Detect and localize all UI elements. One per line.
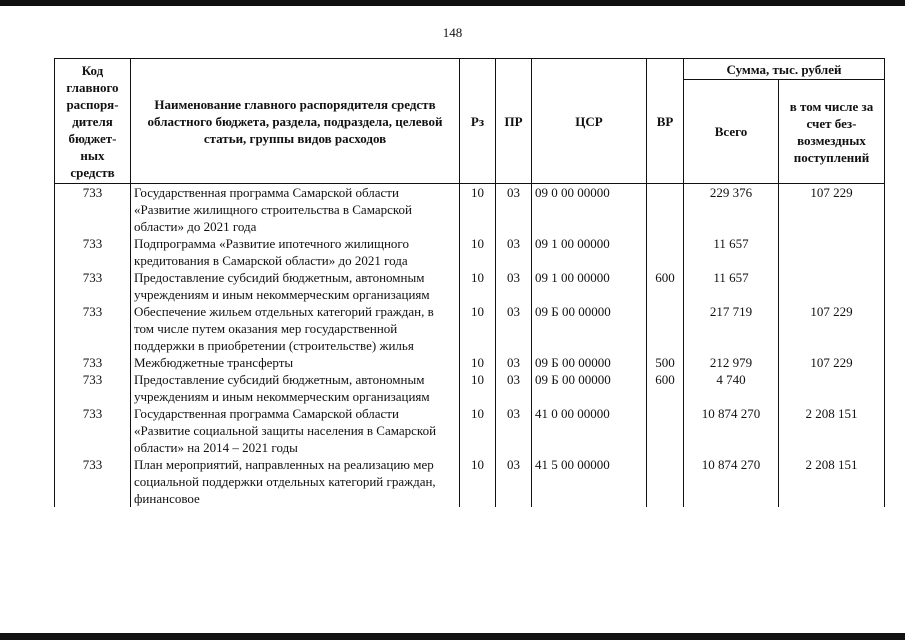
total-cell: 212 979 — [684, 354, 779, 371]
rz-cell: 10 — [460, 405, 496, 456]
vr-cell — [647, 303, 684, 354]
table-row — [55, 354, 885, 371]
pr-cell: 03 — [496, 354, 532, 371]
table-row — [55, 371, 885, 405]
name-cell: Подпрограмма «Развитие ипотечного жилищного кредитования в Самарской области» до 2021 года — [131, 235, 460, 269]
pr-cell: 03 — [496, 371, 532, 405]
gratuitous-cell: 107 229 — [779, 303, 885, 354]
pr-cell: 03 — [496, 405, 532, 456]
code-cell: 733 — [55, 405, 131, 456]
rz-cell: 10 — [460, 303, 496, 354]
total-cell: 217 719 — [684, 303, 779, 354]
pr-cell: 03 — [496, 303, 532, 354]
header-csr: ЦСР — [532, 59, 647, 184]
total-cell: 10 874 270 — [684, 405, 779, 456]
csr-cell: 09 Б 00 00000 — [532, 371, 647, 405]
csr-cell: 09 0 00 00000 — [532, 184, 647, 236]
gratuitous-cell — [779, 371, 885, 405]
table-row — [55, 269, 885, 303]
csr-cell: 09 1 00 00000 — [532, 235, 647, 269]
csr-cell: 09 1 00 00000 — [532, 269, 647, 303]
code-cell: 733 — [55, 303, 131, 354]
gratuitous-cell — [779, 235, 885, 269]
csr-cell: 09 Б 00 00000 — [532, 303, 647, 354]
name-cell: Обеспечение жильем отдельных категорий граждан, в том числе путем оказания мер государственной поддержки в приобретении (строительстве) жилья — [131, 303, 460, 354]
gratuitous-cell — [779, 269, 885, 303]
total-cell: 10 874 270 — [684, 456, 779, 507]
vr-cell — [647, 235, 684, 269]
code-cell: 733 — [55, 235, 131, 269]
budget-table — [54, 58, 885, 507]
header-pr: ПР — [496, 59, 532, 184]
table-row — [55, 303, 885, 354]
gratuitous-cell: 2 208 151 — [779, 405, 885, 456]
gratuitous-cell: 2 208 151 — [779, 456, 885, 507]
total-cell: 11 657 — [684, 269, 779, 303]
name-cell: План мероприятий, направленных на реализацию мер социальной поддержки отдельных категорий граждан, финансовое — [131, 456, 460, 507]
vr-cell — [647, 456, 684, 507]
csr-cell: 41 0 00 00000 — [532, 405, 647, 456]
rz-cell: 10 — [460, 235, 496, 269]
header-sum: Сумма, тыс. рублей — [684, 59, 885, 80]
name-cell: Государственная программа Самарской области «Развитие социальной защиты населения в Самарской области» на 2014 – 2021 годы — [131, 405, 460, 456]
table-header — [55, 59, 885, 184]
gratuitous-cell: 107 229 — [779, 354, 885, 371]
header-rz: Рз — [460, 59, 496, 184]
vr-cell: 500 — [647, 354, 684, 371]
total-cell: 229 376 — [684, 184, 779, 236]
table-row — [55, 235, 885, 269]
total-cell: 4 740 — [684, 371, 779, 405]
name-cell: Межбюджетные трансферты — [131, 354, 460, 371]
table-row — [55, 405, 885, 456]
code-cell: 733 — [55, 456, 131, 507]
pr-cell: 03 — [496, 184, 532, 236]
rz-cell: 10 — [460, 184, 496, 236]
code-cell: 733 — [55, 269, 131, 303]
pr-cell: 03 — [496, 456, 532, 507]
code-cell: 733 — [55, 184, 131, 236]
name-cell: Предоставление субсидий бюджетным, автономным учреждениям и иным некоммерческим организациям — [131, 371, 460, 405]
vr-cell: 600 — [647, 269, 684, 303]
csr-cell: 09 Б 00 00000 — [532, 354, 647, 371]
name-cell: Государственная программа Самарской области «Развитие жилищного строительства в Самарской области» до 2021 года — [131, 184, 460, 236]
top-edge-bar — [0, 0, 905, 6]
table-row — [55, 184, 885, 236]
total-cell: 11 657 — [684, 235, 779, 269]
page-number: 148 — [442, 25, 463, 40]
code-cell: 733 — [55, 371, 131, 405]
rz-cell: 10 — [460, 269, 496, 303]
bottom-edge-bar — [0, 633, 905, 640]
header-total: Всего — [684, 80, 779, 184]
vr-cell — [647, 405, 684, 456]
table-row — [55, 456, 885, 507]
rz-cell: 10 — [460, 371, 496, 405]
rz-cell: 10 — [460, 354, 496, 371]
header-vr: ВР — [647, 59, 684, 184]
name-cell: Предоставление субсидий бюджетным, автономным учреждениям и иным некоммерческим организациям — [131, 269, 460, 303]
pr-cell: 03 — [496, 235, 532, 269]
vr-cell — [647, 184, 684, 236]
header-code: Код главного распоря-дителя бюджет-ных средств — [55, 59, 131, 184]
rz-cell: 10 — [460, 456, 496, 507]
csr-cell: 41 5 00 00000 — [532, 456, 647, 507]
code-cell: 733 — [55, 354, 131, 371]
table-body — [55, 184, 885, 508]
gratuitous-cell: 107 229 — [779, 184, 885, 236]
header-gratuitous: в том числе за счет без-возмездных поступлений — [779, 80, 885, 184]
header-name: Наименование главного распорядителя средств областного бюджета, раздела, подраздела, целевой статьи, группы видов расходов — [131, 59, 460, 184]
pr-cell: 03 — [496, 269, 532, 303]
vr-cell: 600 — [647, 371, 684, 405]
